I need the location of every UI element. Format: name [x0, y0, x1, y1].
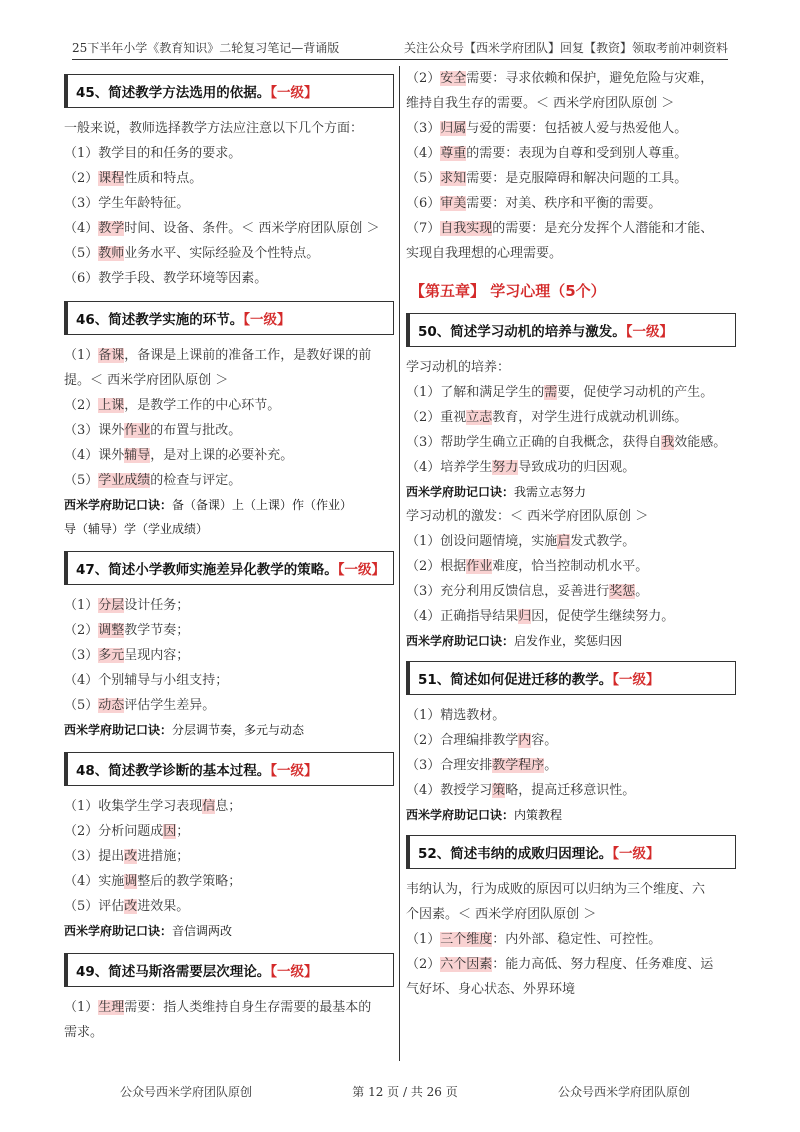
q50-sub-stimulation: 学习动机的激发：＜ 西米学府团队原创 ＞ [406, 509, 649, 524]
question-52-title: 52、简述韦纳的成败归因理论。【一级】 [406, 835, 736, 869]
q50-list-cultivation [406, 380, 736, 480]
footer-right: 公众号西米学府团队原创 [557, 1085, 690, 1099]
list-item: （3）提出改进措施； [64, 849, 190, 864]
question-48-title: 48、简述教学诊断的基本过程。【一级】 [64, 752, 394, 786]
list-item: （4）课外辅导，是对上课的必要补充。 [64, 448, 294, 463]
list-item: （2）安全需要：寻求依赖和保护，避免危险与灾难， [406, 71, 714, 86]
list-item: 需求。 [64, 1025, 104, 1040]
q49-list [64, 995, 394, 1045]
q46-list [64, 343, 394, 493]
list-item: （3）课外作业的布置与批改。 [64, 423, 242, 438]
q51-list [406, 703, 736, 803]
q50-mnemonic-2: 西米学府助记口诀：启发作业，奖惩归因 [406, 634, 623, 648]
highlight: 改 [124, 899, 138, 914]
list-item: （3）合理安排教学程序。 [406, 758, 558, 773]
list-item: （1）生理需要：指人类维持自身生存需要的最基本的 [64, 1000, 372, 1015]
list-item: （1）创设问题情境，实施启发式教学。 [406, 534, 636, 549]
list-item: 提。＜ 西米学府团队原创 ＞ [64, 373, 229, 388]
list-item: （5）学业成绩的检查与评定。 [64, 473, 242, 488]
header-right-note: 关注公众号【西米学府团队】回复【教资】领取考前冲刺资料 [403, 41, 728, 55]
highlight: 我 [661, 435, 675, 450]
question-45-title: 45、简述教学方法选用的依据。【一级】 [64, 74, 394, 108]
right-column [406, 66, 736, 1002]
highlight: 尊重 [440, 146, 467, 161]
highlight: 策 [492, 783, 506, 798]
q47-list [64, 593, 394, 718]
highlight: 内 [518, 733, 532, 748]
highlight: 作业 [124, 423, 151, 438]
highlight: 学业成绩 [98, 473, 151, 488]
list-item: （3）多元呈现内容； [64, 648, 190, 663]
list-item: 个因素。＜ 西米学府团队原创 ＞ [406, 907, 597, 922]
highlight: 作业 [466, 559, 493, 574]
list-item: （3）帮助学生确立正确的自我概念，获得自我效能感。 [406, 435, 727, 450]
list-item: （2）分析问题成因； [64, 824, 190, 839]
q47-mnemonic: 西米学府助记口诀：分层调节奏，多元与动态 [64, 723, 305, 737]
column-divider [399, 66, 400, 1061]
level-tag: 【一级】 [270, 964, 318, 980]
level-tag: 【一级】 [625, 324, 674, 340]
list-item: （3）学生年龄特征。 [64, 196, 190, 211]
level-tag: 【一级】 [270, 85, 318, 101]
list-item: （5）教师业务水平、实际经验及个性特点。 [64, 246, 320, 261]
list-item: （4）教学时间、设备、条件。＜ 西米学府团队原创 ＞ [64, 221, 380, 236]
list-item: （4）尊重的需要：表现为自尊和受到别人尊重。 [406, 146, 688, 161]
list-item: （6）教学手段、教学环境等因素。 [64, 271, 268, 286]
q46-mnemonic: 西米学府助记口诀：备（备课）上（上课）作（作业） [64, 498, 353, 512]
left-column [64, 70, 394, 1045]
list-item: （2）上课，是教学工作的中心环节。 [64, 398, 281, 413]
list-item: 实现自我理想的心理需要。 [406, 246, 563, 261]
highlight: 自我实现 [440, 221, 493, 236]
list-item: （2）根据作业难度，恰当控制动机水平。 [406, 559, 649, 574]
list-item: （4）正确指导结果归因，促使学生继续努力。 [406, 609, 675, 624]
highlight: 求知 [440, 171, 467, 186]
highlight: 辅导 [124, 448, 151, 463]
q50-sub-cultivation: 学习动机的培养： [406, 360, 511, 375]
footer-page-number: 第 12 页 / 共 26 页 [352, 1085, 458, 1099]
page-footer [120, 1083, 690, 1100]
q50-mnemonic-1: 西米学府助记口诀：我需立志努力 [406, 485, 587, 499]
highlight: 课程 [98, 171, 125, 186]
chapter-heading: 【第五章】 学习心理（5个） [410, 282, 606, 300]
list-item: （1）收集学生学习表现信息； [64, 799, 242, 814]
list-item: （1）精选教材。 [406, 708, 506, 723]
list-item: （1）备课，备课是上课前的准备工作，是教好课的前 [64, 348, 372, 363]
highlight: 六个因素 [440, 957, 493, 972]
level-tag: 【一级】 [270, 763, 318, 779]
q45-list [64, 141, 394, 291]
list-item: （4）实施调整后的教学策略； [64, 874, 242, 889]
level-tag: 【一级】 [612, 846, 660, 862]
list-item: 气好坏、身心状态、外界环境 [406, 982, 576, 997]
highlight: 改 [124, 849, 138, 864]
highlight: 调整 [98, 623, 125, 638]
list-item: （2）课程性质和特点。 [64, 171, 203, 186]
list-item: （3）归属与爱的需要：包括被人爱与热爱他人。 [406, 121, 688, 136]
highlight: 调 [124, 874, 138, 889]
list-item: （2）重视立志教育，对学生进行成就动机训练。 [406, 410, 688, 425]
list-item: （5）求知需要：是克服障碍和解决问题的工具。 [406, 171, 688, 186]
highlight: 三个维度 [440, 932, 493, 947]
list-item: （4）教授学习策略，提高迁移意识性。 [406, 783, 636, 798]
highlight: 奖惩 [609, 584, 636, 599]
list-item: （2）调整教学节奏； [64, 623, 190, 638]
page-header [72, 38, 728, 60]
list-item: 维持自我生存的需要。＜ 西米学府团队原创 ＞ [406, 96, 675, 111]
highlight: 安全 [440, 71, 467, 86]
list-item: （3）充分利用反馈信息，妥善进行奖惩。 [406, 584, 649, 599]
question-51-title: 51、简述如何促进迁移的教学。【一级】 [406, 661, 736, 695]
highlight: 教学 [98, 221, 125, 236]
level-tag: 【一级】 [243, 312, 291, 328]
question-49-title: 49、简述马斯洛需要层次理论。【一级】 [64, 953, 394, 987]
highlight: 多元 [98, 648, 125, 663]
highlight: 归 [518, 609, 532, 624]
highlight: 教学程序 [492, 758, 545, 773]
question-47-title: 47、简述小学教师实施差异化教学的策略。【一级】 [64, 551, 394, 585]
list-item: （4）个别辅导与小组支持； [64, 673, 229, 688]
list-item: （1）教学目的和任务的要求。 [64, 146, 242, 161]
list-item: （1）分层设计任务； [64, 598, 190, 613]
highlight: 分层 [98, 598, 125, 613]
list-item: （4）培养学生努力导致成功的归因观。 [406, 460, 636, 475]
list-item: （2）六个因素：能力高低、努力程度、任务难度、运 [406, 957, 714, 972]
highlight: 信 [202, 799, 216, 814]
question-46-title: 46、简述教学实施的环节。【一级】 [64, 301, 394, 335]
level-tag: 【一级】 [612, 672, 660, 688]
highlight: 审美 [440, 196, 467, 211]
list-item: （1）了解和满足学生的需要，促使学习动机的产生。 [406, 385, 714, 400]
highlight: 努力 [492, 460, 519, 475]
list-item: 韦纳认为，行为成败的原因可以归纳为三个维度、六 [406, 882, 706, 897]
q48-mnemonic: 西米学府助记口诀：音信调两改 [64, 924, 233, 938]
list-item: （5）评估改进效果。 [64, 899, 190, 914]
footer-left: 公众号西米学府团队原创 [120, 1085, 253, 1099]
list-item: （2）合理编排教学内容。 [406, 733, 558, 748]
highlight: 教师 [98, 246, 125, 261]
q49-continued-list [406, 66, 736, 266]
list-item: （5）动态评估学生差异。 [64, 698, 216, 713]
list-item: （6）审美需要：对美、秩序和平衡的需要。 [406, 196, 662, 211]
highlight: 备课 [98, 348, 125, 363]
highlight: 上课 [98, 398, 125, 413]
highlight: 启 [557, 534, 571, 549]
q46-mnemonic-line2: 导（辅导）学（学业成绩） [64, 522, 209, 536]
q45-intro: 一般来说，教师选择教学方法应注意以下几个方面： [64, 121, 364, 136]
q50-list-stimulation [406, 529, 736, 629]
list-item: （7）自我实现的需要：是充分发挥个人潜能和才能、 [406, 221, 714, 236]
question-50-title: 50、简述学习动机的培养与激发。【一级】 [406, 313, 736, 347]
list-item: （1）三个维度：内外部、稳定性、可控性。 [406, 932, 662, 947]
highlight: 生理 [98, 1000, 125, 1015]
highlight: 归属 [440, 121, 467, 136]
highlight: 因 [163, 824, 177, 839]
q52-list [406, 877, 736, 1002]
level-tag: 【一级】 [337, 562, 386, 578]
highlight: 动态 [98, 698, 125, 713]
q48-list [64, 794, 394, 919]
highlight: 需 [544, 385, 558, 400]
q51-mnemonic: 西米学府助记口诀：内策教程 [406, 808, 563, 822]
header-left-title: 25下半年小学《教育知识》二轮复习笔记—背诵版 [72, 41, 340, 55]
highlight: 立志 [466, 410, 493, 425]
